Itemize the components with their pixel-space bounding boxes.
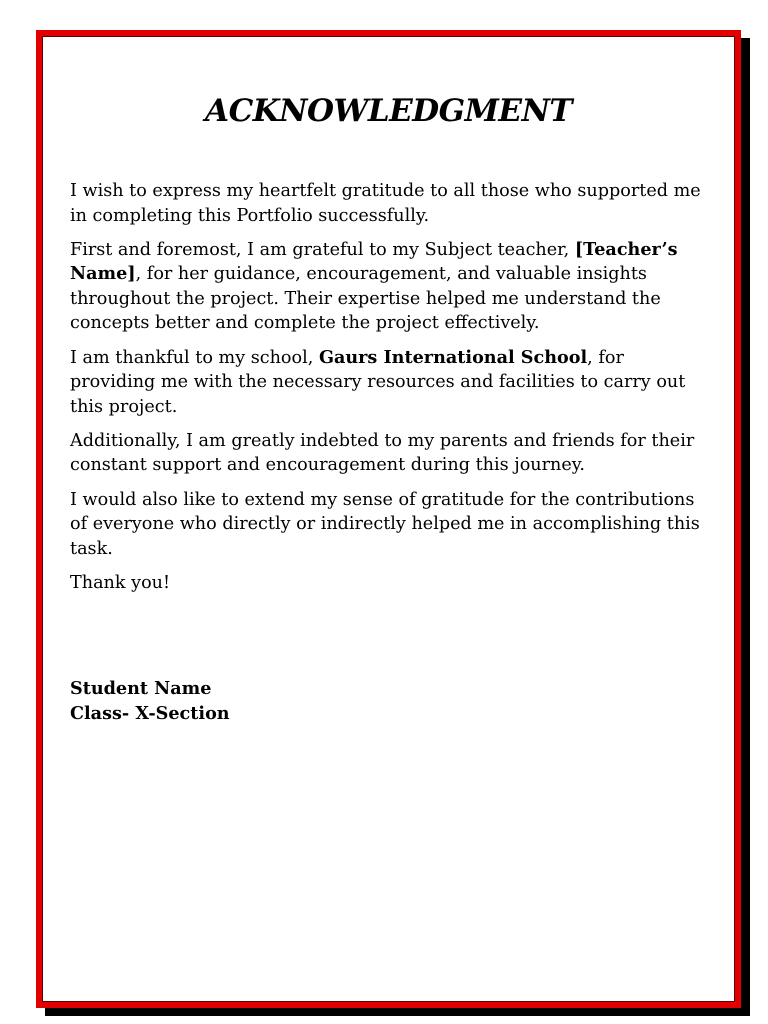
- paragraph-teacher-text-2: , for her guidance, encouragement, and valuable insights throughout the project. Their expertise helped me understand the concepts better and complete the project effectively.: [70, 264, 661, 334]
- school-name: Gaurs International School: [318, 346, 588, 368]
- paragraph-parents: Additionally, I am greatly indebted to my parents and friends for their constant support and encouragement during this journey.: [70, 430, 695, 476]
- page-border: [36, 30, 741, 1008]
- paragraph-intro: I wish to express my heartfelt gratitude to all those who supported me in completing this Portfolio successfully.: [70, 181, 701, 226]
- paragraph-school-text-1: I am thankful to my school,: [70, 347, 319, 368]
- teacher-name-placeholder: [Teacher’s Name]: [70, 238, 678, 285]
- paragraph-thanks: Thank you!: [70, 572, 171, 593]
- paragraph-teacher-text-1: First and foremost, I am grateful to my Subject teacher,: [70, 239, 575, 260]
- student-class: Class- X-Section: [70, 702, 230, 724]
- acknowledgment-body: [70, 179, 710, 605]
- paragraph-school-text-2: , for providing me with the necessary resources and facilities to carry out this project.: [70, 347, 686, 417]
- page-title: ACKNOWLEDGMENT: [205, 93, 572, 129]
- student-name: Student Name: [70, 678, 212, 699]
- signature-block: [70, 677, 230, 726]
- paragraph-everyone: I would also like to extend my sense of gratitude for the contributions of everyone who directly or indirectly helped me in accomplishing this task.: [70, 489, 700, 559]
- paragraph-teacher: [70, 238, 710, 336]
- paragraph-school: [70, 346, 710, 420]
